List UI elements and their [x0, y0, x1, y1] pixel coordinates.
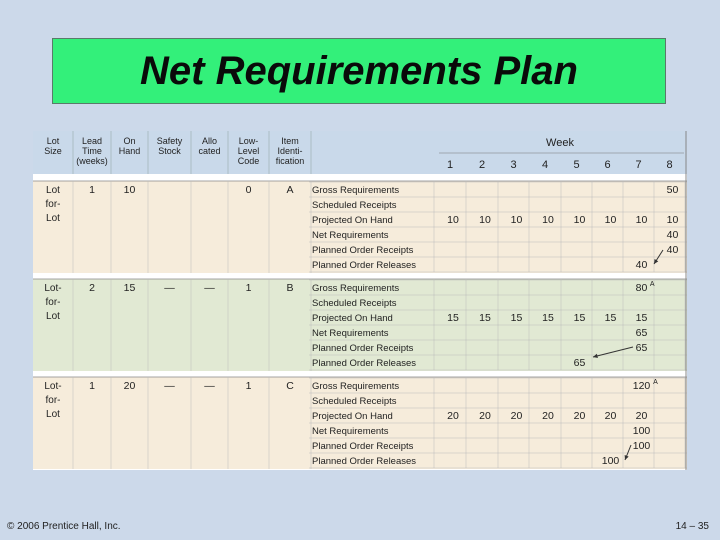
week-number: 3	[510, 159, 517, 171]
lot-size-value: Lot	[46, 409, 60, 420]
page-number: 14 – 35	[675, 521, 709, 532]
cell-value: 65	[635, 342, 648, 354]
row-label: Planned Order Releases	[312, 358, 417, 369]
header-item-identification: Identi-	[277, 146, 303, 156]
copyright-text: © 2006 Prentice Hall, Inc.	[7, 521, 121, 532]
lot-size-value: for-	[45, 395, 61, 406]
cell-value: 100	[632, 425, 651, 437]
cell-value: 40	[666, 229, 679, 241]
header-lead-time: Time	[82, 146, 102, 156]
lead-time-value: 1	[89, 184, 95, 196]
row-label: Gross Requirements	[312, 381, 400, 392]
week-header: Week	[546, 137, 574, 149]
header-item-identification: Item	[281, 136, 299, 146]
allocated-value: —	[204, 380, 215, 392]
row-label: Scheduled Receipts	[312, 298, 397, 309]
row-label: Net Requirements	[312, 328, 389, 339]
week-number: 8	[666, 159, 673, 171]
row-label: Planned Order Receipts	[312, 343, 414, 354]
header-lead-time: Lead	[81, 136, 103, 146]
lot-size-value: Lot-	[44, 283, 62, 294]
cell-value: 40	[635, 259, 648, 271]
lot-size-value: Lot	[46, 311, 60, 322]
cell-value: 50	[666, 184, 679, 196]
low-level-code-value: 0	[245, 184, 252, 196]
title-banner	[52, 38, 666, 104]
lot-size-value: Lot	[46, 213, 60, 224]
header-safety-stock: Safety	[156, 136, 183, 146]
row-label: Planned Order Releases	[312, 260, 417, 271]
row-label: Projected On Hand	[312, 313, 393, 324]
cell-value: 20	[604, 410, 617, 422]
row-label: Planned Order Receipts	[312, 245, 414, 256]
lot-size-value: for-	[45, 297, 61, 308]
cell-value: 15	[604, 312, 617, 324]
row-label: Projected On Hand	[312, 411, 393, 422]
lot-size-value: Lot-	[44, 381, 62, 392]
header-low-level-code: Low-	[238, 136, 259, 146]
row-label: Scheduled Receipts	[312, 396, 397, 407]
row-label: Projected On Hand	[312, 215, 393, 226]
week-number: 1	[446, 159, 454, 171]
header-lot-size: Lot	[46, 136, 60, 146]
cell-value: 10	[666, 214, 679, 226]
cell-value: 10	[447, 214, 459, 226]
safety-stock-value: —	[164, 282, 175, 294]
gross-superscript: A	[653, 379, 658, 386]
row-label: Net Requirements	[312, 426, 389, 437]
cell-value: 40	[666, 244, 679, 256]
cell-value: 15	[510, 312, 523, 324]
cell-value: 20	[635, 410, 648, 422]
header-low-level-code: Code	[237, 156, 260, 166]
header-on-hand: Hand	[118, 146, 141, 156]
lead-time-value: 2	[89, 282, 95, 294]
allocated-value: —	[204, 282, 215, 294]
header-allocated: Allo	[201, 136, 218, 146]
cell-value: 10	[573, 214, 586, 226]
week-number: 6	[604, 159, 611, 171]
cell-value: 20	[479, 410, 491, 422]
cell-value: 100	[601, 455, 620, 467]
header-on-hand: On	[123, 136, 136, 146]
header-lead-time: (weeks)	[76, 156, 108, 166]
cell-value: 10	[604, 214, 617, 226]
cell-value: 10	[542, 214, 554, 226]
row-label: Gross Requirements	[312, 283, 400, 294]
low-level-code-value: 1	[245, 380, 252, 392]
cell-value: 10	[479, 214, 491, 226]
cell-value: 65	[635, 327, 648, 339]
slide-title: Net Requirements Plan	[140, 48, 578, 93]
cell-value: 15	[635, 312, 648, 324]
item-id-value: B	[286, 282, 294, 294]
header-safety-stock: Stock	[158, 146, 181, 156]
header-low-level-code: Level	[237, 146, 260, 156]
header-allocated: cated	[198, 146, 221, 156]
cell-value: 80	[635, 282, 648, 294]
header-item-identification: fication	[275, 156, 305, 166]
week-number: 4	[541, 159, 549, 171]
cell-value: 10	[635, 214, 648, 226]
row-label: Net Requirements	[312, 230, 389, 241]
item-id-value: C	[286, 380, 294, 392]
week-number: 7	[635, 159, 642, 171]
row-label: Planned Order Receipts	[312, 441, 414, 452]
cell-value: 120	[632, 380, 651, 392]
lot-size-value: for-	[45, 199, 61, 210]
cell-value: 100	[632, 440, 651, 452]
cell-value: 20	[573, 410, 586, 422]
low-level-code-value: 1	[245, 282, 252, 294]
cell-value: 15	[479, 312, 491, 324]
item-id-value: A	[286, 184, 294, 196]
cell-value: 15	[573, 312, 586, 324]
week-number: 2	[478, 159, 486, 171]
week-number: 5	[573, 159, 580, 171]
on-hand-value: 15	[123, 282, 136, 294]
lead-time-value: 1	[89, 380, 95, 392]
row-label: Planned Order Releases	[312, 456, 417, 467]
row-label: Scheduled Receipts	[312, 200, 397, 211]
cell-value: 15	[447, 312, 459, 324]
on-hand-value: 20	[123, 380, 136, 392]
row-label: Gross Requirements	[312, 185, 400, 196]
gross-superscript: A	[649, 281, 655, 288]
cell-value: 15	[542, 312, 554, 324]
mrp-table-svg	[33, 131, 687, 470]
cell-value: 10	[510, 214, 523, 226]
cell-value: 20	[447, 410, 459, 422]
cell-value: 65	[573, 357, 586, 369]
on-hand-value: 10	[123, 184, 136, 196]
cell-value: 20	[542, 410, 554, 422]
mrp-table	[33, 131, 687, 470]
lot-size-value: Lot	[46, 185, 60, 196]
cell-value: 20	[510, 410, 523, 422]
safety-stock-value: —	[164, 380, 175, 392]
header-lot-size: Size	[44, 146, 62, 156]
